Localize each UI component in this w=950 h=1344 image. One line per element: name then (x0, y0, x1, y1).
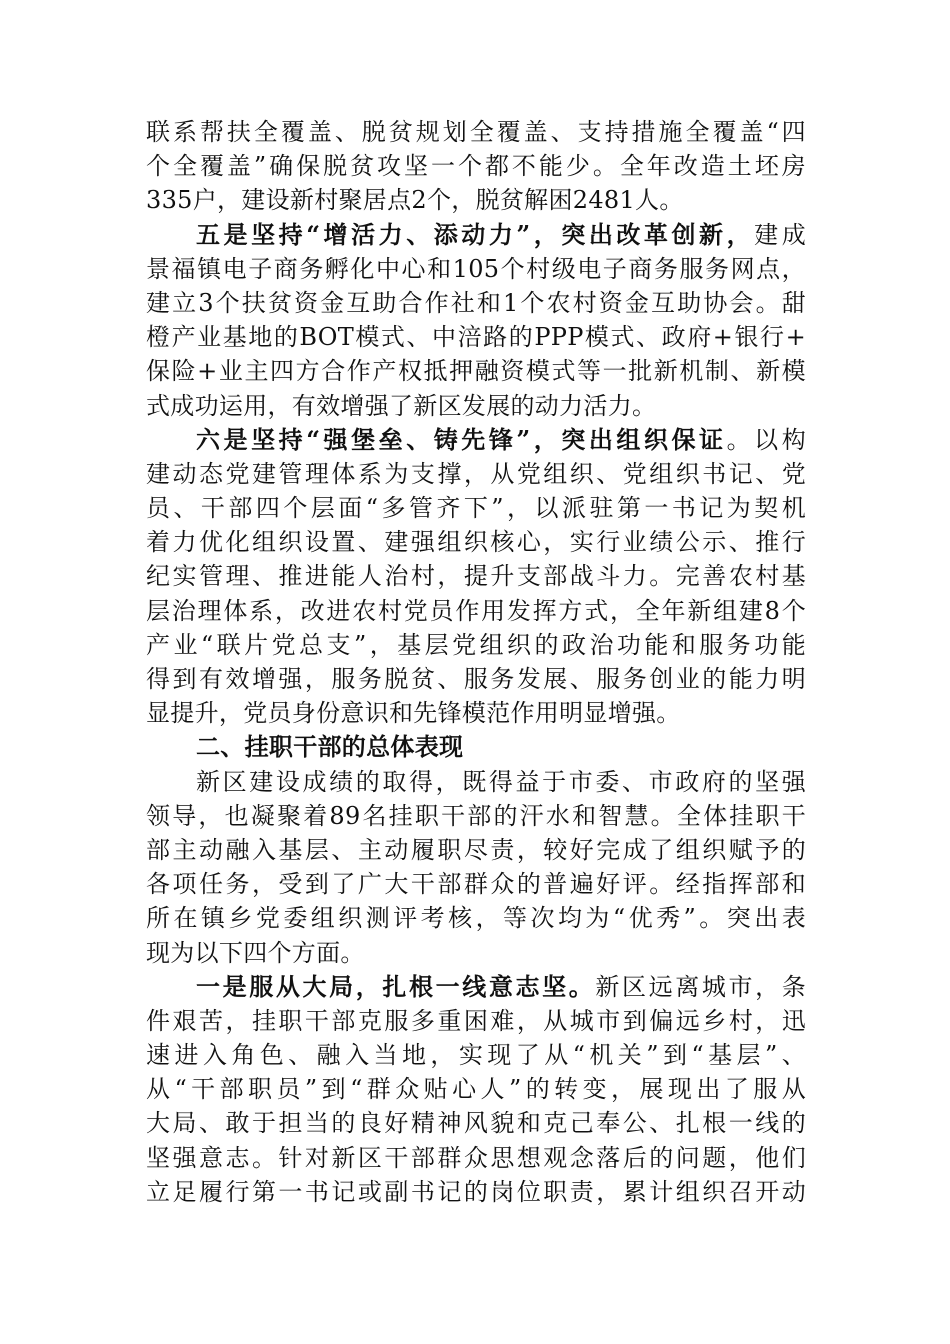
paragraph (146, 423, 806, 731)
text-line: 显提升，党员身份意识和先锋模范作用明显增强。 (146, 699, 681, 728)
text-line: 层治理体系，改进农村党员作用发挥方式，全年新组建8个 (146, 596, 806, 625)
bold-lead: 六是坚持“强堡垒、铸先锋”，突出组织保证 (196, 424, 727, 454)
text-line: 得到有效增强，服务脱贫、服务发展、服务创业的能力明 (146, 665, 806, 693)
text-line: 式成功运用，有效增强了新区发展的动力活力。 (146, 391, 657, 420)
text-line (146, 218, 806, 252)
text-line: 员、干部四个层面“多管齐下”，以派驻第一书记为契机 (146, 494, 806, 523)
bold-lead: 一是服从大局，扎根一线意志坚。 (196, 971, 596, 1001)
bold-lead: 五是坚持“增活力、添动力”，突出改革创新， (196, 219, 755, 249)
text-line: 速进入角色、融入当地，实现了从“机关”到“基层”、 (146, 1041, 806, 1070)
document-body (146, 115, 806, 1209)
text-line (146, 970, 806, 1004)
text-line: 橙产业基地的BOT模式、中涪路的PPP模式、政府+银行+ (146, 323, 806, 352)
text-line: 件艰苦，挂职干部克服多重困难，从城市到偏远乡村，迅 (146, 1006, 806, 1035)
text-line: 纪实管理、推进能人治村，提升支部战斗力。完善农村基 (146, 562, 806, 591)
text-line: 335户，建设新村聚居点2个，脱贫解困2481人。 (146, 186, 684, 215)
text-line (146, 423, 806, 457)
text-line: 所在镇乡党委组织测评考核，等次均为“优秀”。突出表 (146, 904, 806, 933)
text-line: 部主动融入基层、主动履职尽责，较好完成了组织赋予的 (146, 835, 806, 864)
text-line: 从“干部职员”到“群众贴心人”的转变，展现出了服从 (146, 1075, 806, 1104)
paragraph (146, 765, 806, 970)
text-span: 新区远离城市，条 (595, 972, 806, 1001)
text-line: 产业“联片党总支”，基层党组织的政治功能和服务功能 (146, 630, 806, 659)
paragraph (146, 970, 806, 1209)
text-line: 个全覆盖”确保脱贫攻坚一个都不能少。全年改造土坯房 (146, 152, 806, 181)
text-line: 着力优化组织设置、建强组织核心，实行业绩公示、推行 (146, 528, 806, 557)
paragraph (146, 218, 806, 423)
paragraph (146, 115, 806, 218)
text-line: 立足履行第一书记或副书记的岗位职责，累计组织召开动 (146, 1177, 806, 1206)
text-line: 各项任务，受到了广大干部群众的普遍好评。经指挥部和 (146, 870, 806, 899)
section-heading: 二、挂职干部的总体表现 (196, 732, 464, 762)
text-line: 联系帮扶全覆盖、脱贫规划全覆盖、支持措施全覆盖“四 (146, 118, 806, 146)
text-line: 保险+业主四方合作产权抵押融资模式等一批新机制、新模 (146, 357, 806, 386)
text-span: 建成 (754, 220, 806, 249)
text-line: 现为以下四个方面。 (146, 938, 365, 967)
text-line: 建动态党建管理体系为支撑，从党组织、党组织书记、党 (146, 459, 806, 488)
text-line: 坚强意志。针对新区干部群众思想观念落后的问题，他们 (146, 1143, 806, 1172)
text-span: 。以构 (726, 425, 806, 454)
text-line: 景福镇电子商务孵化中心和105个村级电子商务服务网点， (146, 254, 806, 283)
text-line: 领导，也凝聚着89名挂职干部的汗水和智慧。全体挂职干 (146, 801, 806, 830)
text-line: 建立3个扶贫资金互助合作社和1个农村资金互助协会。甜 (146, 288, 806, 317)
text-line: 新区建设成绩的取得，既得益于市委、市政府的坚强 (196, 767, 806, 796)
text-line: 大局、敢于担当的良好精神风貌和克己奉公、扎根一线的 (146, 1109, 806, 1138)
